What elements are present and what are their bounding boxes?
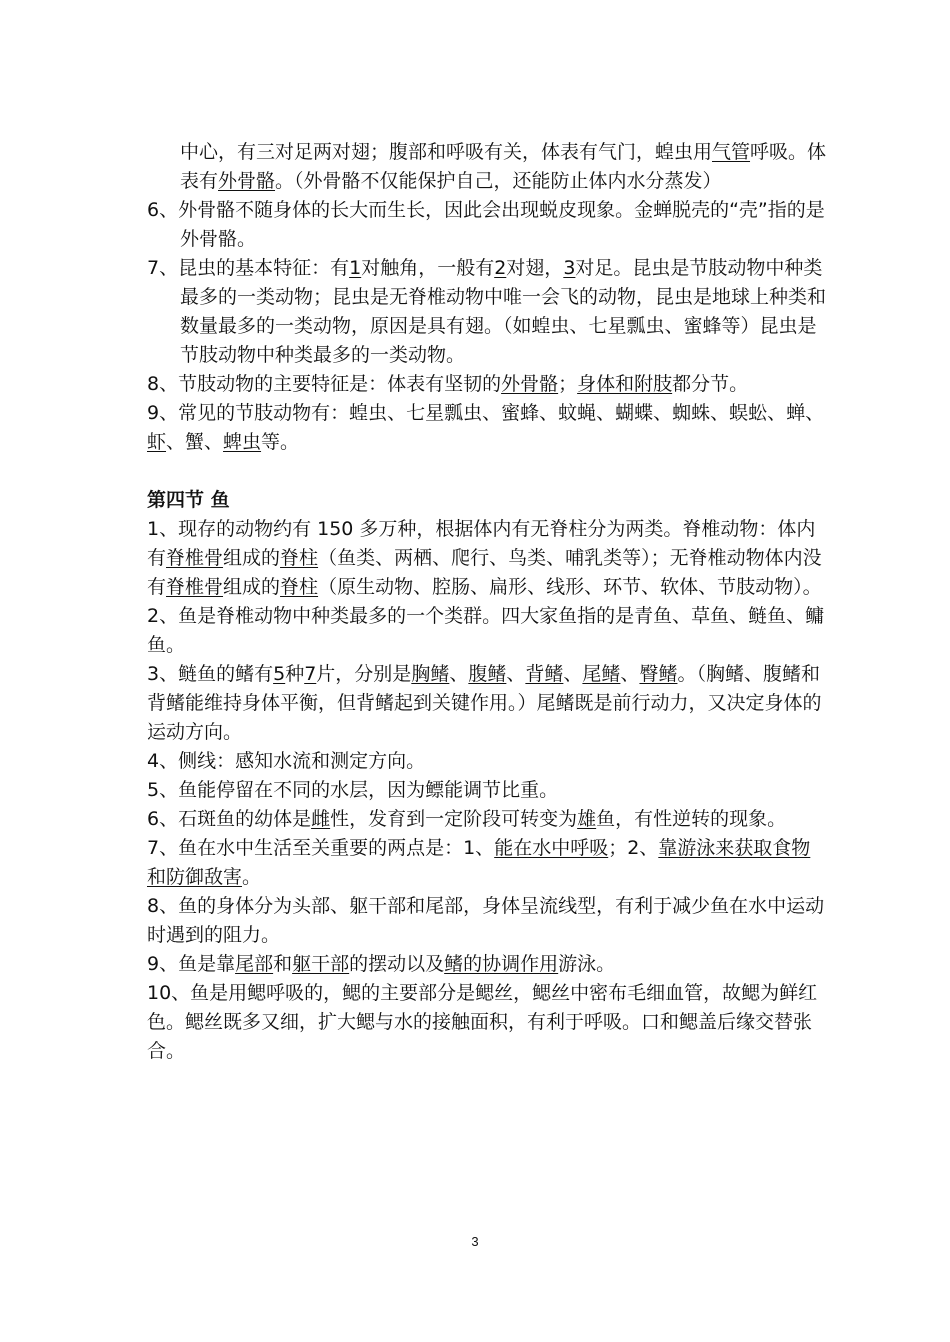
item-7 (147, 254, 827, 370)
answer-blank: 雌 (311, 808, 331, 830)
text: 中心，有三对足两对翅；腹部和呼吸有关，体表有气门，蝗虫用 (180, 141, 713, 163)
answer-blank: 靠游泳来获取食物和防御敌害 (147, 837, 811, 888)
answer-blank: 尾部 (235, 953, 274, 975)
text: 组成的 (223, 576, 281, 598)
answer-blank: 气管 (712, 141, 751, 163)
answer-blank: 躯干部 (292, 953, 350, 975)
text: 鱼，有性逆转的现象。 (596, 808, 787, 830)
text: 。（胸鳍、腹鳍和背鳍能维持身体平衡，但背鳍起到关键作用。）尾鳍既是前行动力，又决定身体的运动方向。 (147, 663, 822, 743)
text: ；2、 (608, 837, 659, 859)
item-8 (147, 370, 827, 399)
answer-blank: 脊柱 (280, 547, 319, 569)
answer-blank: 腹鳍 (468, 663, 507, 685)
continued-paragraph (147, 138, 827, 196)
answer-blank: 能在水中呼吸 (494, 837, 609, 859)
fish-item-8: 8、鱼的身体分为头部、躯干部和尾部，身体呈流线型，有利于减少鱼在水中运动时遇到的阻力。 (147, 895, 825, 946)
answer-blank: 5 (273, 663, 286, 685)
text: 组成的 (223, 547, 281, 569)
text: 性，发育到一定阶段可转变为 (330, 808, 578, 830)
answer-blank: 雄 (577, 808, 597, 830)
text: 片，分别是 (316, 663, 412, 685)
text: 7、鱼在水中生活至关重要的两点是：1、 (147, 837, 495, 859)
text: 8、节肢动物的主要特征是：体表有坚韧的 (147, 373, 502, 395)
page-number: 3 (471, 1234, 479, 1249)
answer-blank: 外骨骼 (501, 373, 559, 395)
text: 种 (285, 663, 305, 685)
text: 、 (506, 663, 526, 685)
answer-blank: 蜱虫 (223, 431, 262, 453)
answer-blank: 胸鳍 (411, 663, 450, 685)
text: （原生动物、腔肠、扁形、线形、环节、软体、节肢动物）。 (318, 576, 822, 598)
fish-item-10: 10、鱼是用鳃呼吸的，鳃的主要部分是鳃丝，鳃丝中密布毛细血管，故鳃为鲜红色。鳃丝既多又细，扩大鳃与水的接触面积，有利于呼吸。口和鳃盖后缘交替张合。 (147, 982, 818, 1062)
fish-item-6 (147, 805, 827, 834)
answer-blank: 臀鳍 (639, 663, 678, 685)
fish-item-3 (147, 660, 827, 747)
item-6: 6、外骨骼不随身体的长大而生长，因此会出现蜕皮现象。金蝉脱壳的“壳”指的是外骨骼。 (147, 199, 825, 250)
fish-item-5: 5、鱼能停留在不同的水层，因为鳔能调节比重。 (147, 779, 559, 801)
text: 。（外骨骼不仅能保护自己，还能防止体内水分蒸发） (275, 170, 722, 192)
text: 等。 (261, 431, 300, 453)
answer-blank: 脊椎骨 (166, 547, 224, 569)
answer-blank: 鳍的协调作用 (444, 953, 559, 975)
answer-blank: 3 (563, 257, 576, 279)
text: 对触角，一般有 (361, 257, 495, 279)
fish-item-2: 2、鱼是脊椎动物中种类最多的一个类群。四大家鱼指的是青鱼、草鱼、鲢鱼、鳙鱼。 (147, 605, 825, 656)
answer-blank: 脊柱 (280, 576, 319, 598)
page-content (147, 138, 827, 1066)
text: 9、常见的节肢动物有：蝗虫、七星瓢虫、蜜蜂、蚊蝇、蝴蝶、蜘蛛、蜈蚣、蝉、 (147, 402, 825, 424)
text: 的摆动以及 (349, 953, 445, 975)
answer-blank: 身体和附肢 (577, 373, 673, 395)
answer-blank: 脊椎骨 (166, 576, 224, 598)
answer-blank: 尾鳍 (582, 663, 621, 685)
text: 对足。昆虫是节肢动物中种类最多的一类动物；昆虫是无脊椎动物中唯一会飞的动物，昆虫是地球上种类和数量最多的一类动物，原因是具有翅。（如蝗虫、七星瓢虫、蜜蜂等）昆虫是节肢动物中种类最多的一类动物。 (180, 257, 827, 366)
fish-item-4: 4、侧线：感知水流和测定方向。 (147, 750, 426, 772)
answer-blank: 7 (304, 663, 317, 685)
text: 9、鱼是靠 (147, 953, 236, 975)
text: 1、现存的动物约有 150 多万种，根据体内有无脊柱分为两类。脊椎动物：体内有 (147, 518, 816, 569)
item-9 (147, 399, 827, 457)
text: 呼吸。体表有 (180, 141, 827, 192)
fish-item-7 (147, 834, 827, 892)
text: 、 (563, 663, 583, 685)
text: 7、昆虫的基本特征：有 (147, 257, 350, 279)
answer-blank: 虾 (147, 431, 167, 453)
text: 都分节。 (672, 373, 749, 395)
fish-item-1 (147, 515, 827, 602)
text: 和 (273, 953, 293, 975)
text: 、蟹、 (166, 431, 224, 453)
text: ； (558, 373, 578, 395)
text: 。 (242, 866, 262, 888)
section-title: 第四节 鱼 (147, 489, 230, 511)
text: （鱼类、两栖、爬行、鸟类、哺乳类等）；无脊椎动物体内没有 (147, 547, 822, 598)
text: 、 (449, 663, 469, 685)
answer-blank: 外骨骼 (218, 170, 276, 192)
fish-item-9 (147, 950, 827, 979)
answer-blank: 2 (494, 257, 507, 279)
text: 对翅， (506, 257, 564, 279)
answer-blank: 1 (349, 257, 362, 279)
text: 游泳。 (558, 953, 616, 975)
answer-blank: 背鳍 (525, 663, 564, 685)
text: 6、石斑鱼的幼体是 (147, 808, 312, 830)
text: 、 (620, 663, 640, 685)
text: 3、鲢鱼的鳍有 (147, 663, 274, 685)
